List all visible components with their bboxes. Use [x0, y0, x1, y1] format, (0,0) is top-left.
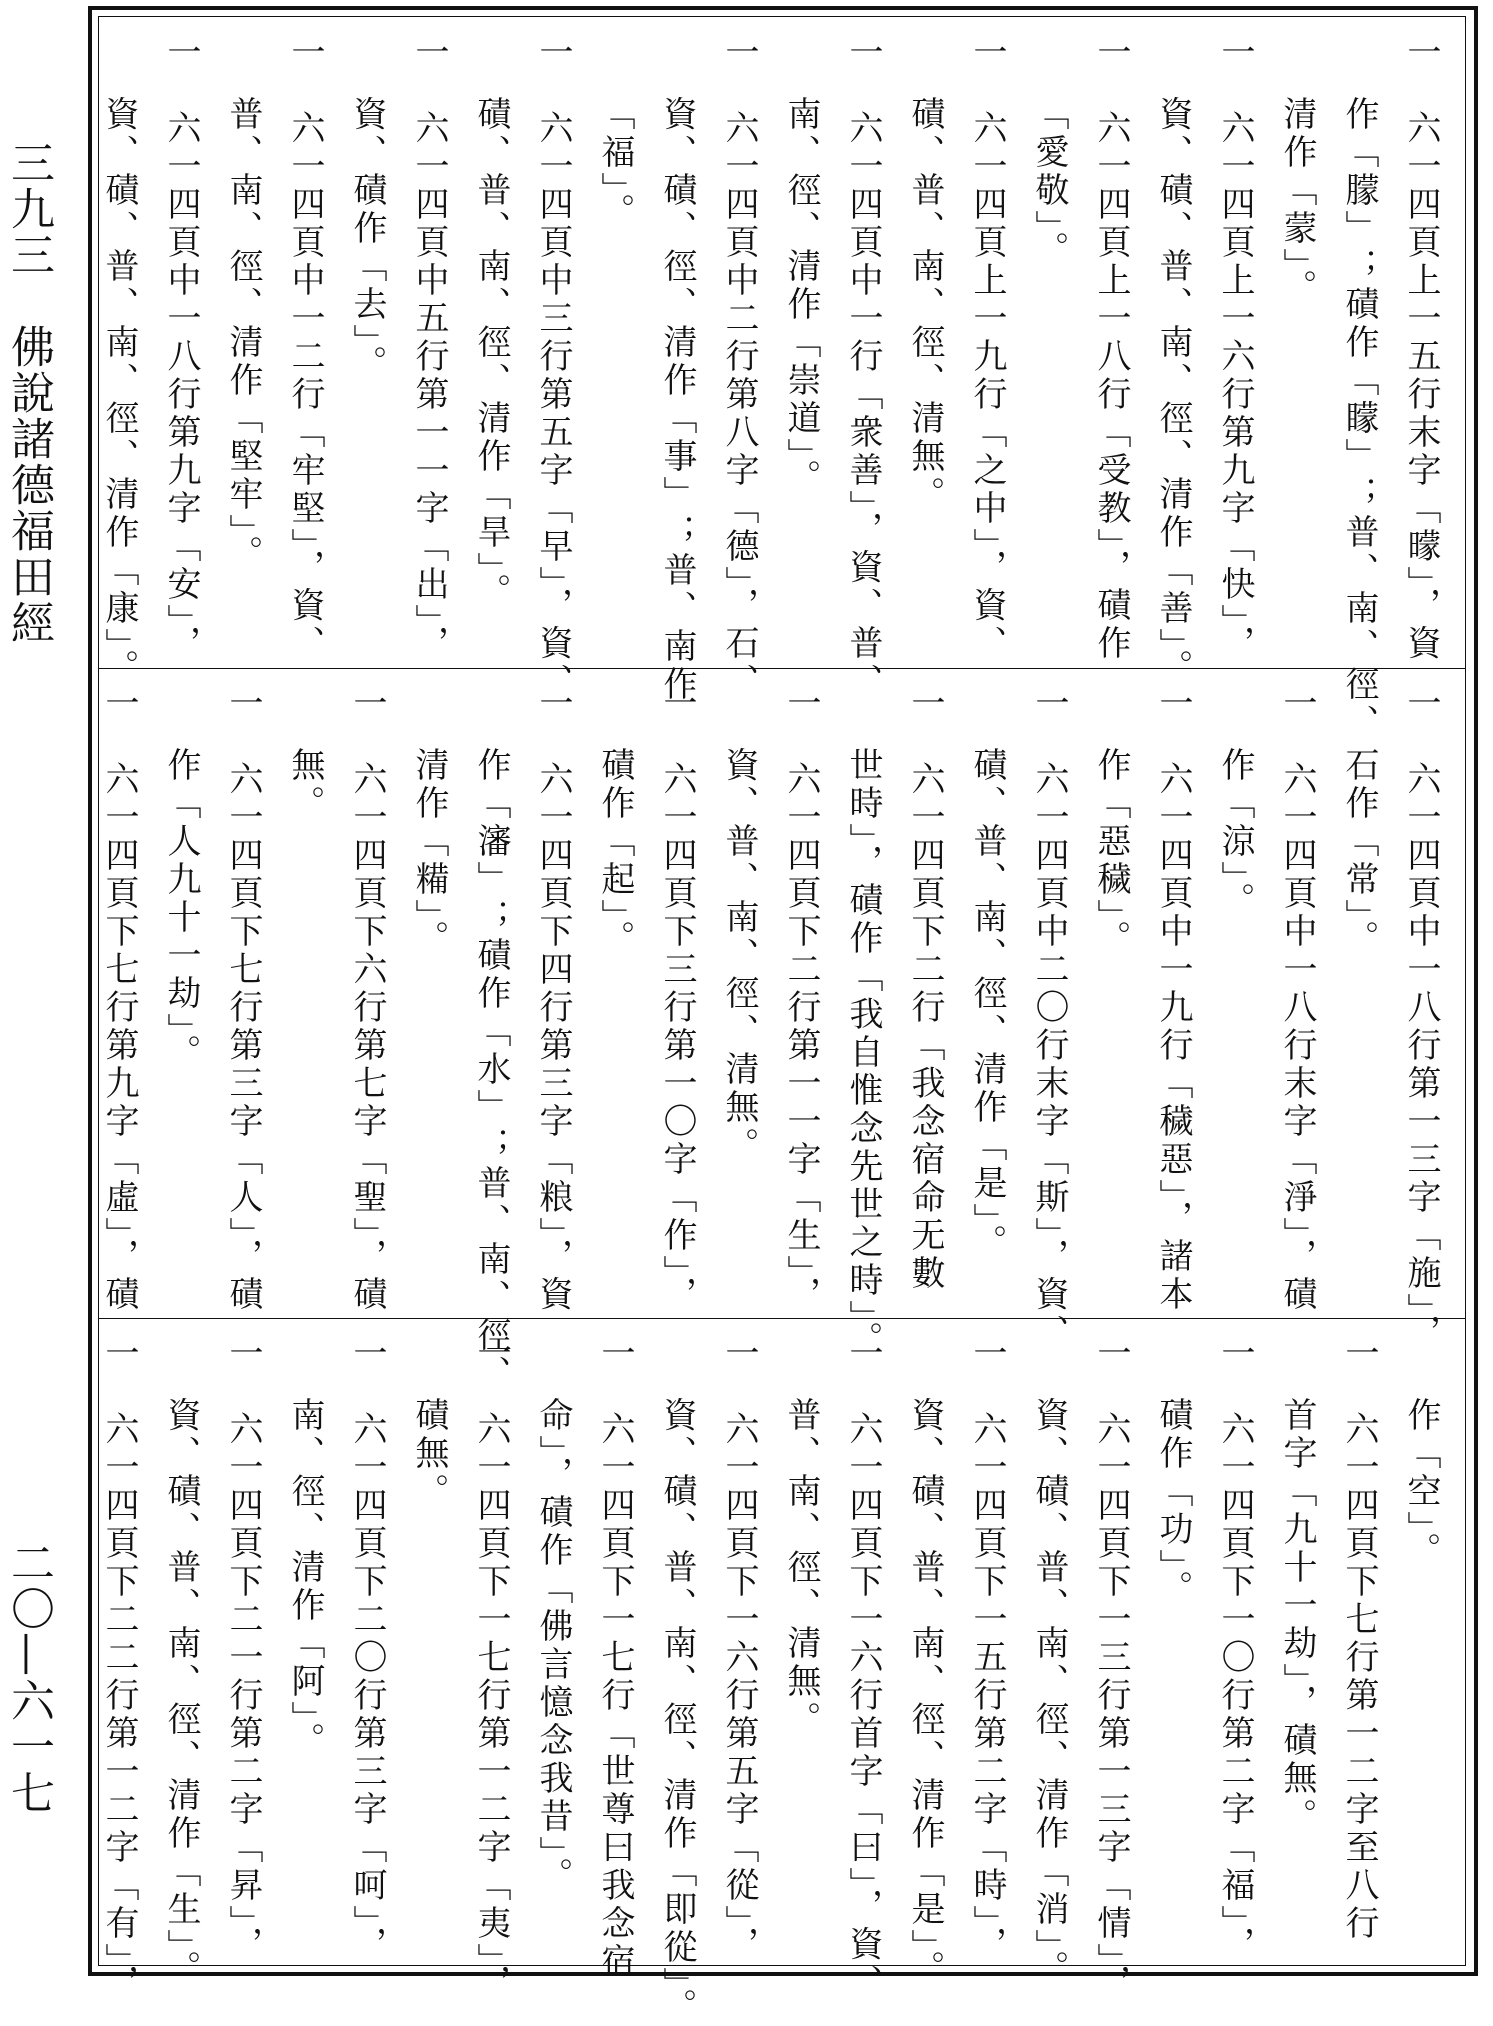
page-number: 二〇—六一七 [3, 1540, 54, 1816]
note-column: 作「空」。 [1401, 1397, 1441, 1570]
note-column: 磧作「起」。 [595, 747, 635, 958]
note-column: 一 六一四頁下六行第七字「聖」，磧 [347, 685, 387, 1314]
note-column: 一 六一四頁中一八行末字「淨」，磧 [1277, 685, 1317, 1314]
register-middle [98, 668, 1466, 1393]
note-column: 南、徑、清作「崇道」。 [781, 96, 821, 497]
note-column: 資、磧、徑、清作「事」；普、南作 [657, 96, 697, 704]
note-column: 一 六一四頁上一五行末字「曚」，資 [1401, 34, 1441, 663]
note-column: 世時」，磧作「我自惟念先世之時」。 [843, 747, 883, 1359]
note-column: 一 六一四頁上一六行第九字「快」， [1215, 34, 1255, 663]
note-column: 資、磧作「去」。 [347, 96, 387, 383]
note-column: 一 六一四頁上一八行「受教」，磧作 [1091, 34, 1131, 663]
note-column: 清作「蒙」。 [1277, 96, 1317, 307]
register-top [98, 18, 1466, 742]
note-column: 一 六一四頁中五行第一一字「出」， [409, 34, 449, 663]
note-column: 資、磧、普、南、徑、清作「即從」。 [657, 1397, 697, 2026]
note-column: 資、磧、普、南、徑、清作「善」。 [1153, 96, 1193, 687]
note-column: 一 六一四頁中一九行「穢惡」，諸本 [1153, 685, 1193, 1314]
note-column: 一 六一四頁上一九行「之中」，資、 [967, 34, 1007, 663]
note-column: 普、南、徑、清作「堅牢」。 [223, 96, 263, 573]
note-column: 資、普、南、徑、清無。 [719, 747, 759, 1165]
note-column: 作「涼」。 [1215, 747, 1255, 920]
note-column: 一 六一四頁下一六行首字「曰」，資、 [843, 1335, 883, 2002]
note-column: 作「朦」；磧作「矇」；普、南、徑、 [1339, 96, 1379, 742]
note-column: 一 六一四頁下三行第一〇字「作」， [657, 685, 697, 1314]
register-bottom [98, 1318, 1466, 2026]
note-column: 一 六一四頁下二行「我念宿命无數 [905, 685, 945, 1293]
note-column: 首字「九十一劫」，磧無。 [1277, 1397, 1317, 1836]
note-column: 磧無。 [409, 1397, 449, 1511]
note-column: 一 六一四頁下一三行第一三字「情」， [1091, 1335, 1131, 2002]
note-column: 一 六一四頁下七行第三字「人」，磧 [223, 685, 263, 1314]
note-column: 一 六一四頁下一六行第五字「從」， [719, 1335, 759, 1964]
note-column: 「愛敬」。 [1029, 96, 1069, 269]
note-column: 一 六一四頁下一七行「世尊曰我念宿 [595, 1335, 635, 1981]
note-column: 一 六一四頁下七行第九字「虛」，磧 [99, 685, 139, 1314]
note-column: 磧、普、南、徑、清作「是」。 [967, 747, 1007, 1262]
note-column: 命」，磧作「佛言憶念我昔」。 [533, 1397, 573, 1895]
note-column: 一 六一四頁下七行第一二字至八行 [1339, 1335, 1379, 1943]
note-column: 磧、普、南、徑、清作「旱」。 [471, 96, 511, 611]
note-column: 資、磧、普、南、徑、清作「是」。 [905, 1397, 945, 1988]
note-column: 作「惡穢」。 [1091, 747, 1131, 958]
note-column: 磧作「功」。 [1153, 1397, 1193, 1608]
note-column: 一 六一四頁中一行「衆善」，資、普、 [843, 34, 883, 701]
note-column: 一 六一四頁中一二行「牢堅」，資、 [285, 34, 325, 663]
scripture-caption: 三九三 佛說諸德福田經 [3, 140, 54, 646]
note-column: 作「人九十一劫」。 [161, 747, 201, 1072]
note-column: 一 六一四頁中三行第五字「早」，資、 [533, 34, 573, 701]
note-column: 一 六一四頁下一〇行第二字「福」， [1215, 1335, 1255, 1964]
note-column: 磧、普、南、徑、清無。 [905, 96, 945, 514]
note-column: 資、磧、普、南、徑、清作「生」。 [161, 1397, 201, 1988]
note-column: 清作「糒」。 [409, 747, 449, 958]
note-column: 一 六一四頁下四行第三字「粮」，資 [533, 685, 573, 1314]
note-column: 一 六一四頁下二一行第二字「昇」， [223, 1335, 263, 1964]
note-column: 資、磧、普、南、徑、清作「康」。 [99, 96, 139, 687]
note-column: 一 六一四頁中一八行第九字「安」， [161, 34, 201, 663]
note-column: 石作「常」。 [1339, 747, 1379, 958]
note-column: 南、徑、清作「阿」。 [285, 1397, 325, 1760]
note-column: 無。 [285, 747, 325, 823]
note-column: 一 六一四頁下二〇行第三字「呵」， [347, 1335, 387, 1964]
note-column: 「福」。 [595, 96, 635, 231]
note-column: 一 六一四頁下二行第一一字「生」， [781, 685, 821, 1314]
note-column: 資、磧、普、南、徑、清作「消」。 [1029, 1397, 1069, 1988]
note-column: 一 六一四頁中一八行第一三字「施」， [1401, 685, 1441, 1352]
note-column: 一 六一四頁中二〇行末字「斯」，資、 [1029, 685, 1069, 1352]
note-column: 作「瀋」；磧作「水」；普、南、徑、 [471, 747, 511, 1393]
note-column: 一 六一四頁中二行第八字「德」，石、 [719, 34, 759, 701]
note-column: 一 六一四頁下二二行第一二字「有」， [99, 1335, 139, 2002]
note-column: 一 六一四頁下一五行第二字「時」， [967, 1335, 1007, 1964]
note-column: 一 六一四頁下一七行第一二字「夷」， [471, 1335, 511, 2002]
note-column: 普、南、徑、清無。 [781, 1397, 821, 1739]
